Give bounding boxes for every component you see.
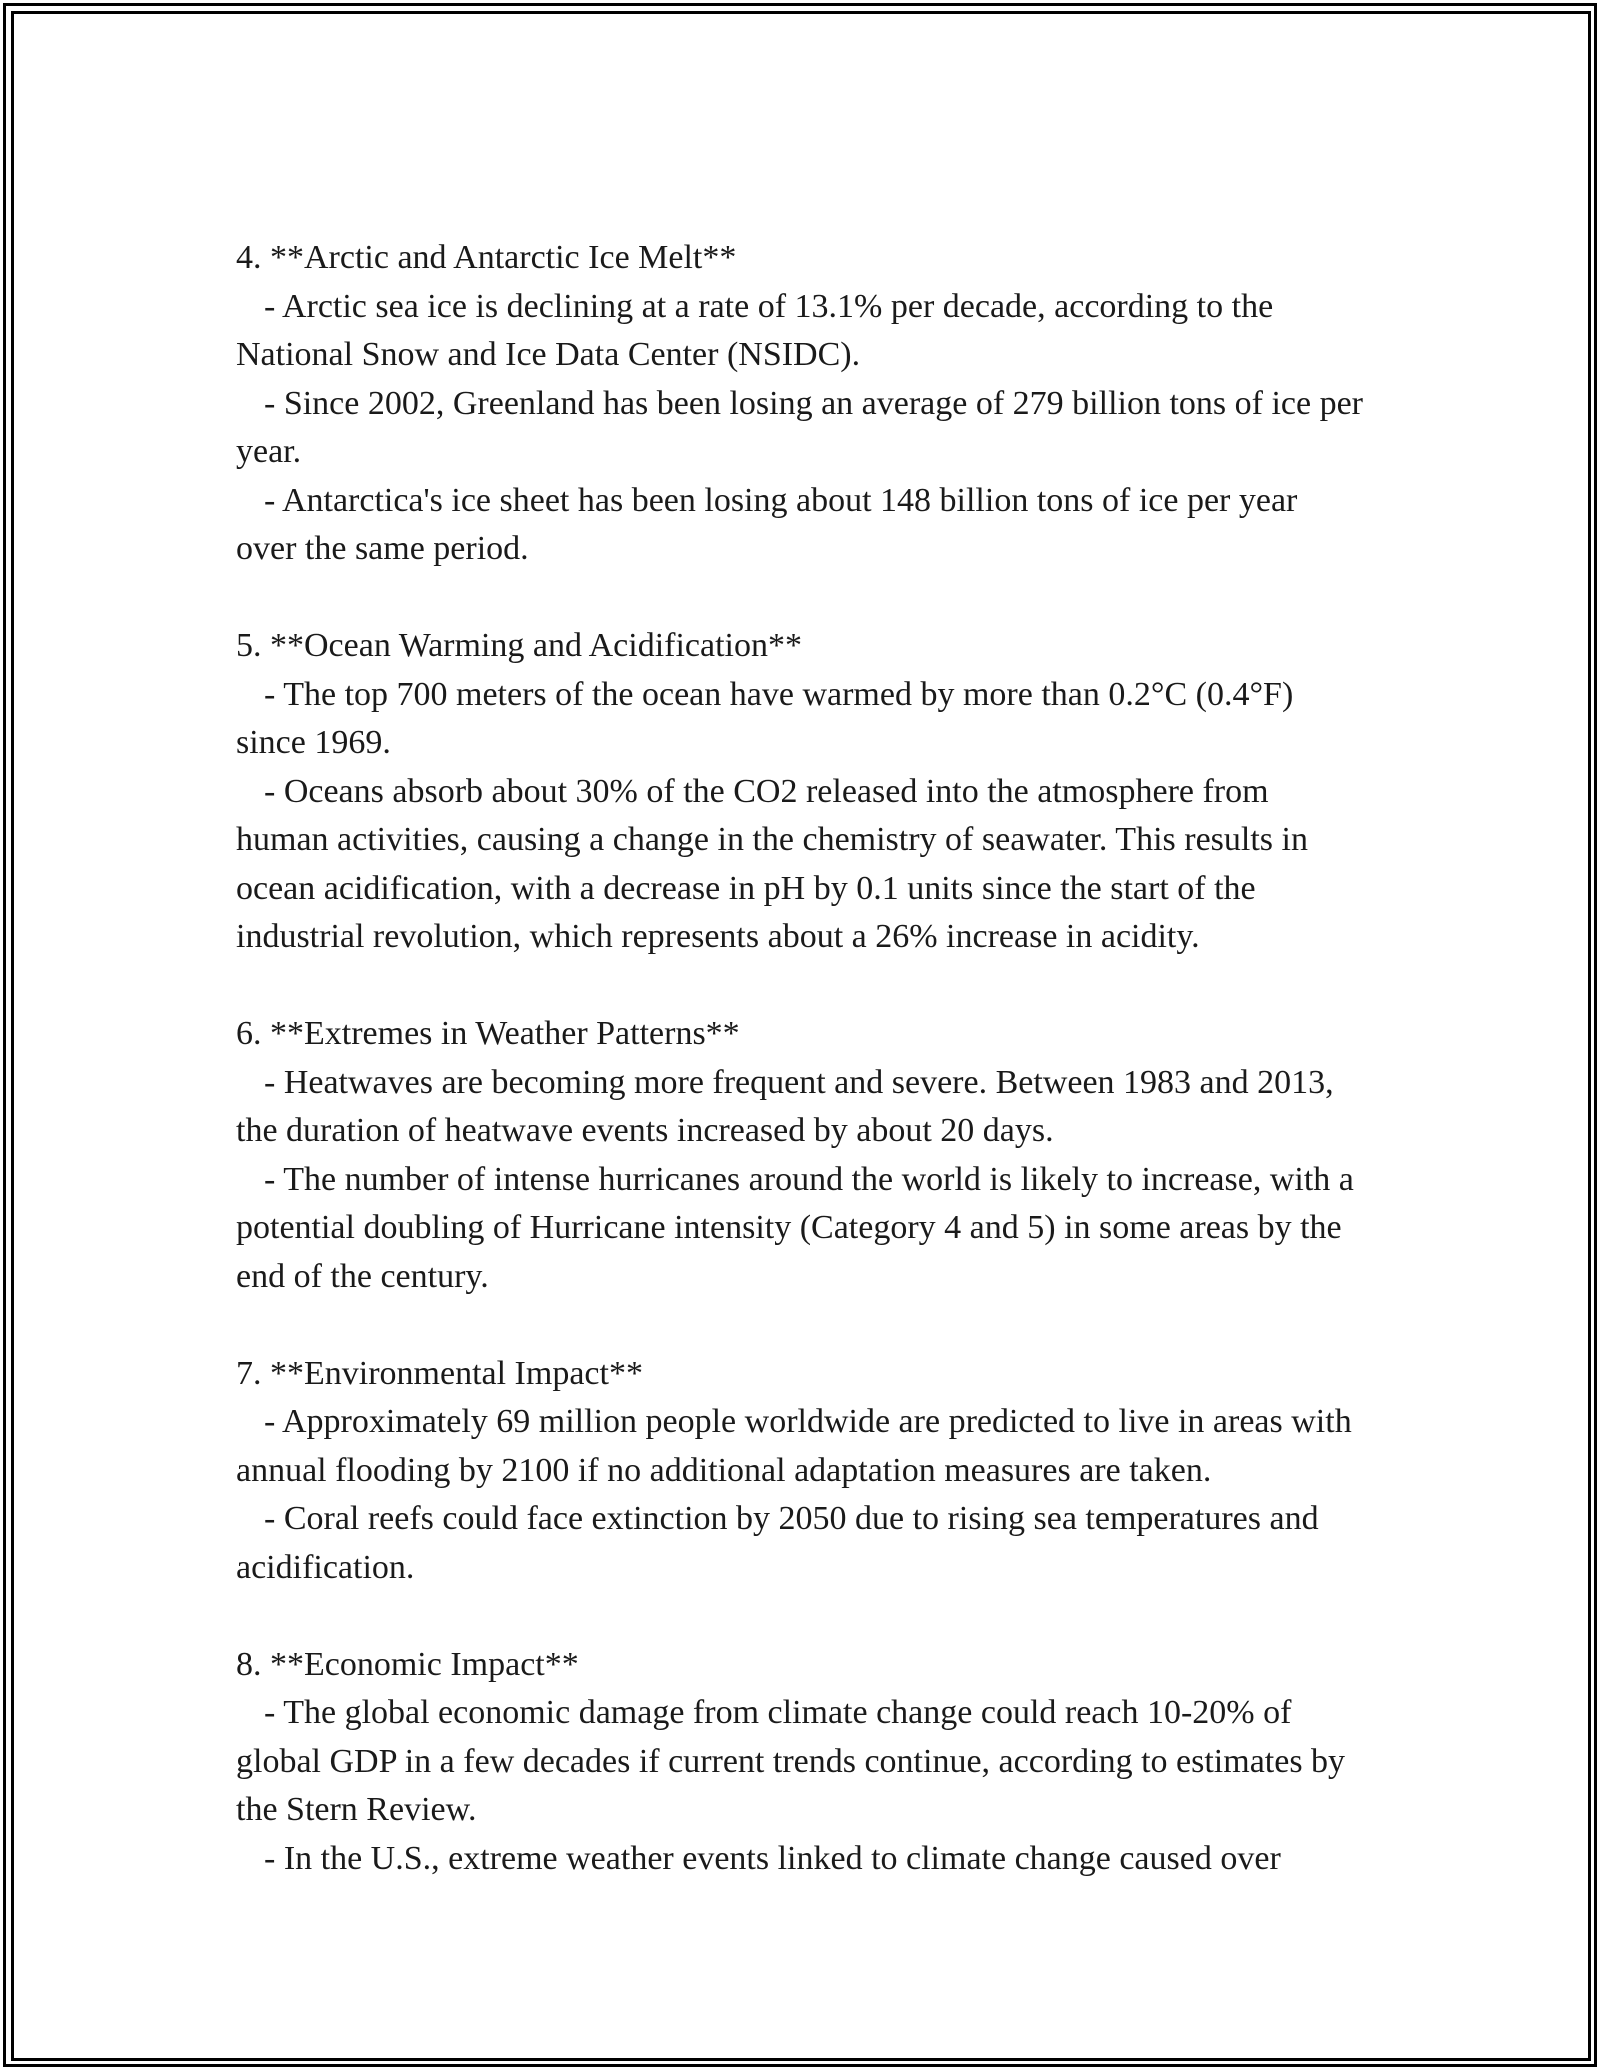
bullet-item: - Since 2002, Greenland has been losing an average of 279 billion tons of ice per year. <box>236 384 1372 470</box>
section-heading: 6. **Extremes in Weather Patterns** <box>236 1015 740 1052</box>
section-heading: 4. **Arctic and Antarctic Ice Melt** <box>236 239 737 276</box>
section-economic-impact <box>236 1641 1366 1884</box>
section-environmental-impact <box>236 1350 1366 1593</box>
bullet-item: - The top 700 meters of the ocean have warmed by more than 0.2°C (0.4°F) since 1969. <box>236 675 1302 761</box>
section-heading: 8. **Economic Impact** <box>236 1645 579 1683</box>
bullet-item: - Approximately 69 million people worldwide are predicted to live in areas with annual flooding by 2100 if no additional adaptation measures are taken. <box>236 1403 1361 1489</box>
bullet-item: - Arctic sea ice is declining at a rate of 13.1% per decade, according to the National Snow and Ice Data Center (NSIDC). <box>236 287 1282 373</box>
bullet-item: - Coral reefs could face extinction by 2050 due to rising sea temperatures and acidification. <box>236 1500 1328 1586</box>
bullet-item: - Antarctica's ice sheet has been losing about 148 billion tons of ice per year over the same period. <box>236 481 1306 567</box>
bullet-item: - The number of intense hurricanes around the world is likely to increase, with a potential doubling of Hurricane intensity (Category 4 and 5) in some areas by the end of the century. <box>236 1160 1363 1295</box>
section-heading: 7. **Environmental Impact** <box>236 1354 643 1392</box>
bullet-item: - The global economic damage from climate change could reach 10-20% of global GDP in a few decades if current trends continue, according to estimates by the Stern Review. <box>236 1694 1354 1828</box>
section-arctic-ice-melt <box>236 234 1372 574</box>
section-weather-extremes <box>236 1010 1366 1301</box>
document-body <box>236 234 1372 1883</box>
section-ocean-warming <box>236 622 1366 962</box>
bullet-item: - Heatwaves are becoming more frequent and severe. Between 1983 and 2013, the duration of heatwave events increased by about 20 days. <box>236 1063 1343 1149</box>
bullet-item: - In the U.S., extreme weather events linked to climate change caused over <box>264 1839 1281 1877</box>
bullet-item: - Oceans absorb about 30% of the CO2 released into the atmosphere from human activities, causing a change in the chemistry of seawater. This results in ocean acidification, with a decrease in pH by 0.1 units since the start of the industrial revolution, which represents about a 26% increase in acidity. <box>236 772 1317 955</box>
section-heading: 5. **Ocean Warming and Acidification** <box>236 627 802 664</box>
